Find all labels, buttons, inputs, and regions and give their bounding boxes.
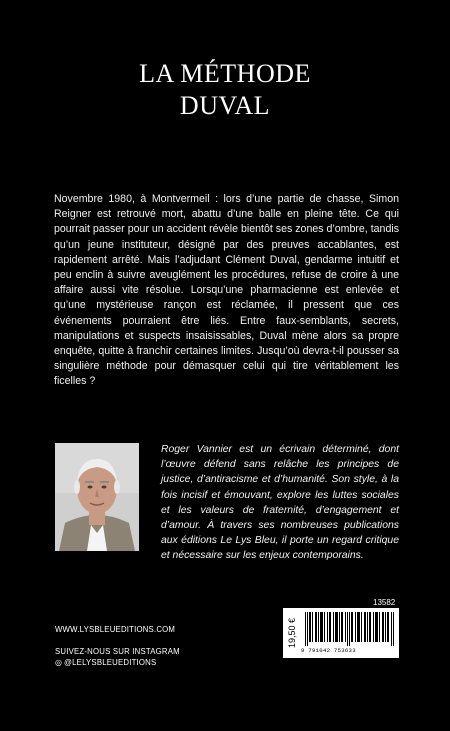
publisher-website: WWW.LYSBLEUEDITIONS.COM	[55, 625, 176, 634]
instagram-line	[55, 657, 180, 668]
title-line-1: LA MÉTHODE	[139, 59, 311, 88]
author-photo	[55, 443, 139, 551]
isbn-digits: 9 791042 753633	[301, 647, 356, 654]
reference-code: 13582	[373, 598, 396, 607]
at-icon: ◎	[55, 658, 63, 667]
synopsis-text: Novembre 1980, à Montvermeil : lors d’une partie de chasse, Simon Reigner est retrouvé mort, abattu d’une balle en pleine tête. Ce qui pourrait passer pour un accident révèle bientôt ses zones d’ombre, tandis qu’un jeune instituteur, désigné par des preuves accablantes, est rapidement arrêté. Mais l’adjudant Clément Duval, gendarme intuitif et peu enclin à suivre aveuglément les procédures, refuse de croire à une affaire aussi vite résolue. Lorsqu’une pharmacienne est enlevée et qu’une mystérieuse rançon est réclamée, il pressent que ces événements pourraient être liés. Entre faux-semblants, secrets, manipulations et suspects insaisissables, Duval mène alors sa propre enquête, quitte à franchir certaines limites. Jusqu’où devra-t-il pousser sa singulière méthode pour démasquer celui qui tire véritablement les ficelles ?	[54, 193, 399, 388]
author-portrait-image	[55, 443, 139, 551]
price-label: 19,50 €	[287, 617, 297, 648]
instagram-handle: @LELYSBLEUEDITIONS	[64, 658, 157, 667]
instagram-follow	[55, 646, 180, 668]
barcode-icon	[305, 612, 395, 646]
book-title	[0, 58, 450, 122]
barcode-panel	[283, 608, 399, 658]
follow-label: SUIVEZ-NOUS SUR INSTAGRAM	[55, 647, 180, 656]
title-line-2: DUVAL	[179, 91, 271, 120]
author-bio: Roger Vannier est un écrivain déterminé, dont l’œuvre défend sans relâche les principes de justice, d’antiracisme et d’humanité. Son style, à la fois incisif et émouvant, explore les luttes sociales et les valeurs de fraternité, d’engagement et d’amour. À travers ses nombreuses publications aux éditions Le Lys Bleu, il porte un regard critique et nécessaire sur les enjeux contemporains.	[161, 444, 399, 562]
